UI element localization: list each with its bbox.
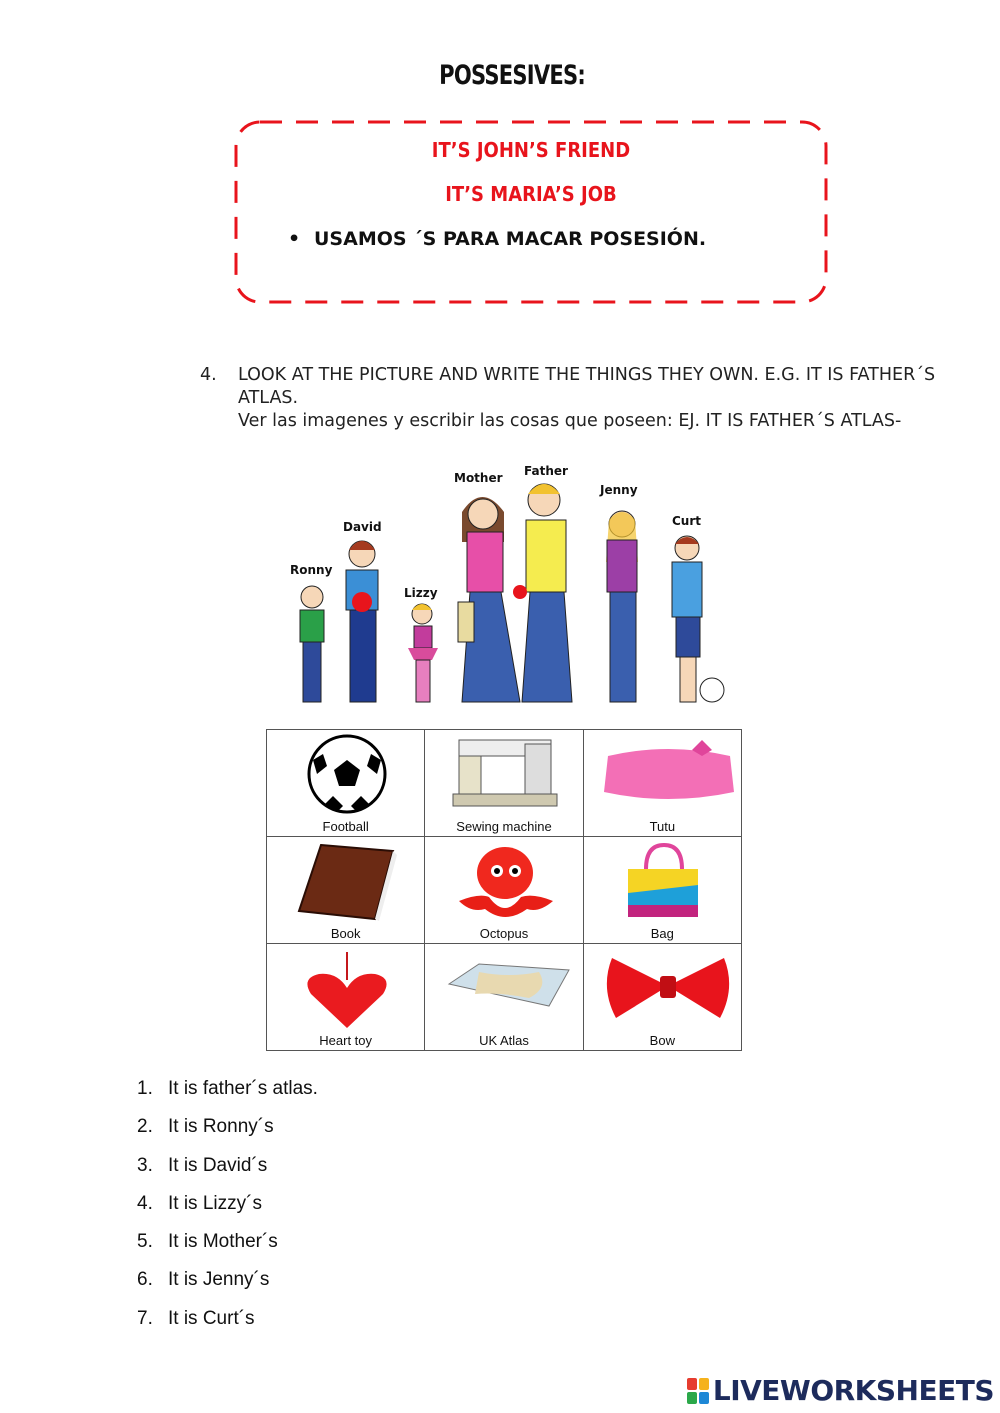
object-cell [267, 944, 425, 1051]
answer-number: 1. [137, 1078, 153, 1099]
name-david: David [343, 520, 382, 534]
answer-item[interactable] [137, 1155, 318, 1193]
answer-text: It is Mother´s [168, 1231, 278, 1253]
answer-text: It is Curt´s [168, 1307, 255, 1329]
lizzy-figure [408, 604, 438, 702]
book-icon [281, 841, 411, 921]
bullet-icon: • [288, 228, 301, 250]
answer-item[interactable] [137, 1116, 318, 1154]
tutu-icon [598, 734, 738, 814]
answer-text: It is father´s atlas. [168, 1078, 318, 1099]
brand-name: LIVEWORKSHEETS [712, 1374, 994, 1407]
answer-list [137, 1078, 318, 1346]
object-cell [425, 944, 583, 1051]
answer-number: 2. [137, 1116, 153, 1138]
name-lizzy: Lizzy [404, 586, 438, 600]
liveworksheets-logo[interactable] [687, 1374, 994, 1407]
ronny-figure [300, 586, 324, 702]
object-label: Heart toy [319, 1033, 373, 1048]
name-ronny: Ronny [290, 563, 333, 577]
object-cell [583, 837, 741, 944]
football-icon [281, 734, 411, 814]
mother-figure [458, 497, 520, 702]
answer-item[interactable] [137, 1231, 318, 1269]
answer-item[interactable] [137, 1269, 318, 1307]
bag-icon [598, 841, 728, 921]
logo-mark-icon [687, 1378, 709, 1404]
name-father: Father [524, 464, 568, 478]
curt-figure [672, 536, 724, 702]
jenny-figure [606, 511, 638, 702]
instruction-english: LOOK AT THE PICTURE AND WRITE THE THINGS THEY OWN. E.G. IT IS FATHER´S ATLAS. [238, 365, 936, 408]
family-picture [282, 462, 734, 712]
answer-number: 3. [137, 1154, 153, 1176]
family-illustration [282, 462, 734, 712]
object-cell [267, 730, 425, 837]
answer-number: 4. [137, 1192, 153, 1214]
atlas-icon [439, 948, 579, 1028]
answer-number: 7. [137, 1307, 153, 1329]
instruction-number: 4. [200, 365, 217, 385]
answer-number: 5. [137, 1231, 153, 1253]
object-cell [583, 944, 741, 1051]
name-curt: Curt [672, 514, 702, 528]
object-label: UK Atlas [479, 1033, 529, 1048]
rule-box [234, 118, 828, 304]
objects-table [266, 729, 742, 1051]
object-label: Book [330, 926, 361, 941]
name-jenny: Jenny [600, 483, 638, 497]
name-mother: Mother [454, 471, 503, 485]
object-label: Sewing machine [456, 819, 552, 834]
object-label: Tutu [649, 819, 676, 834]
answer-text: It is David´s [168, 1154, 268, 1176]
sewing-machine-icon [439, 734, 569, 814]
object-cell [583, 730, 741, 837]
heart-toy-icon [281, 948, 411, 1038]
answer-text: It is Lizzy´s [168, 1192, 262, 1214]
answer-text: It is Ronny´s [168, 1116, 274, 1138]
object-label: Bag [650, 926, 674, 941]
rule-bullet-text: USAMOS ´S PARA MACAR POSESIÓN. [314, 228, 707, 250]
bow-icon [598, 948, 738, 1028]
answer-item[interactable] [137, 1193, 318, 1231]
father-figure [513, 484, 572, 702]
object-cell [425, 730, 583, 837]
rule-example-2: IT’S MARIA’S JOB [445, 182, 617, 206]
rule-bullet [288, 228, 706, 250]
answer-text: It is Jenny´s [168, 1269, 270, 1291]
rule-example-1: IT’S JOHN’S FRIEND [431, 138, 631, 162]
octopus-icon [439, 841, 569, 921]
object-cell [267, 837, 425, 944]
object-label: Football [322, 819, 369, 834]
object-label: Bow [649, 1033, 675, 1048]
answer-number: 6. [137, 1269, 153, 1291]
page-title: POSSESIVES: [439, 60, 586, 91]
object-cell [425, 837, 583, 944]
answer-item[interactable] [137, 1078, 318, 1116]
answer-item[interactable] [137, 1308, 318, 1346]
david-figure [346, 541, 378, 702]
object-label: Octopus [479, 926, 529, 941]
instruction-spanish: Ver las imagenes y escribir las cosas que poseen: EJ. IT IS FATHER´S ATLAS- [238, 411, 902, 431]
